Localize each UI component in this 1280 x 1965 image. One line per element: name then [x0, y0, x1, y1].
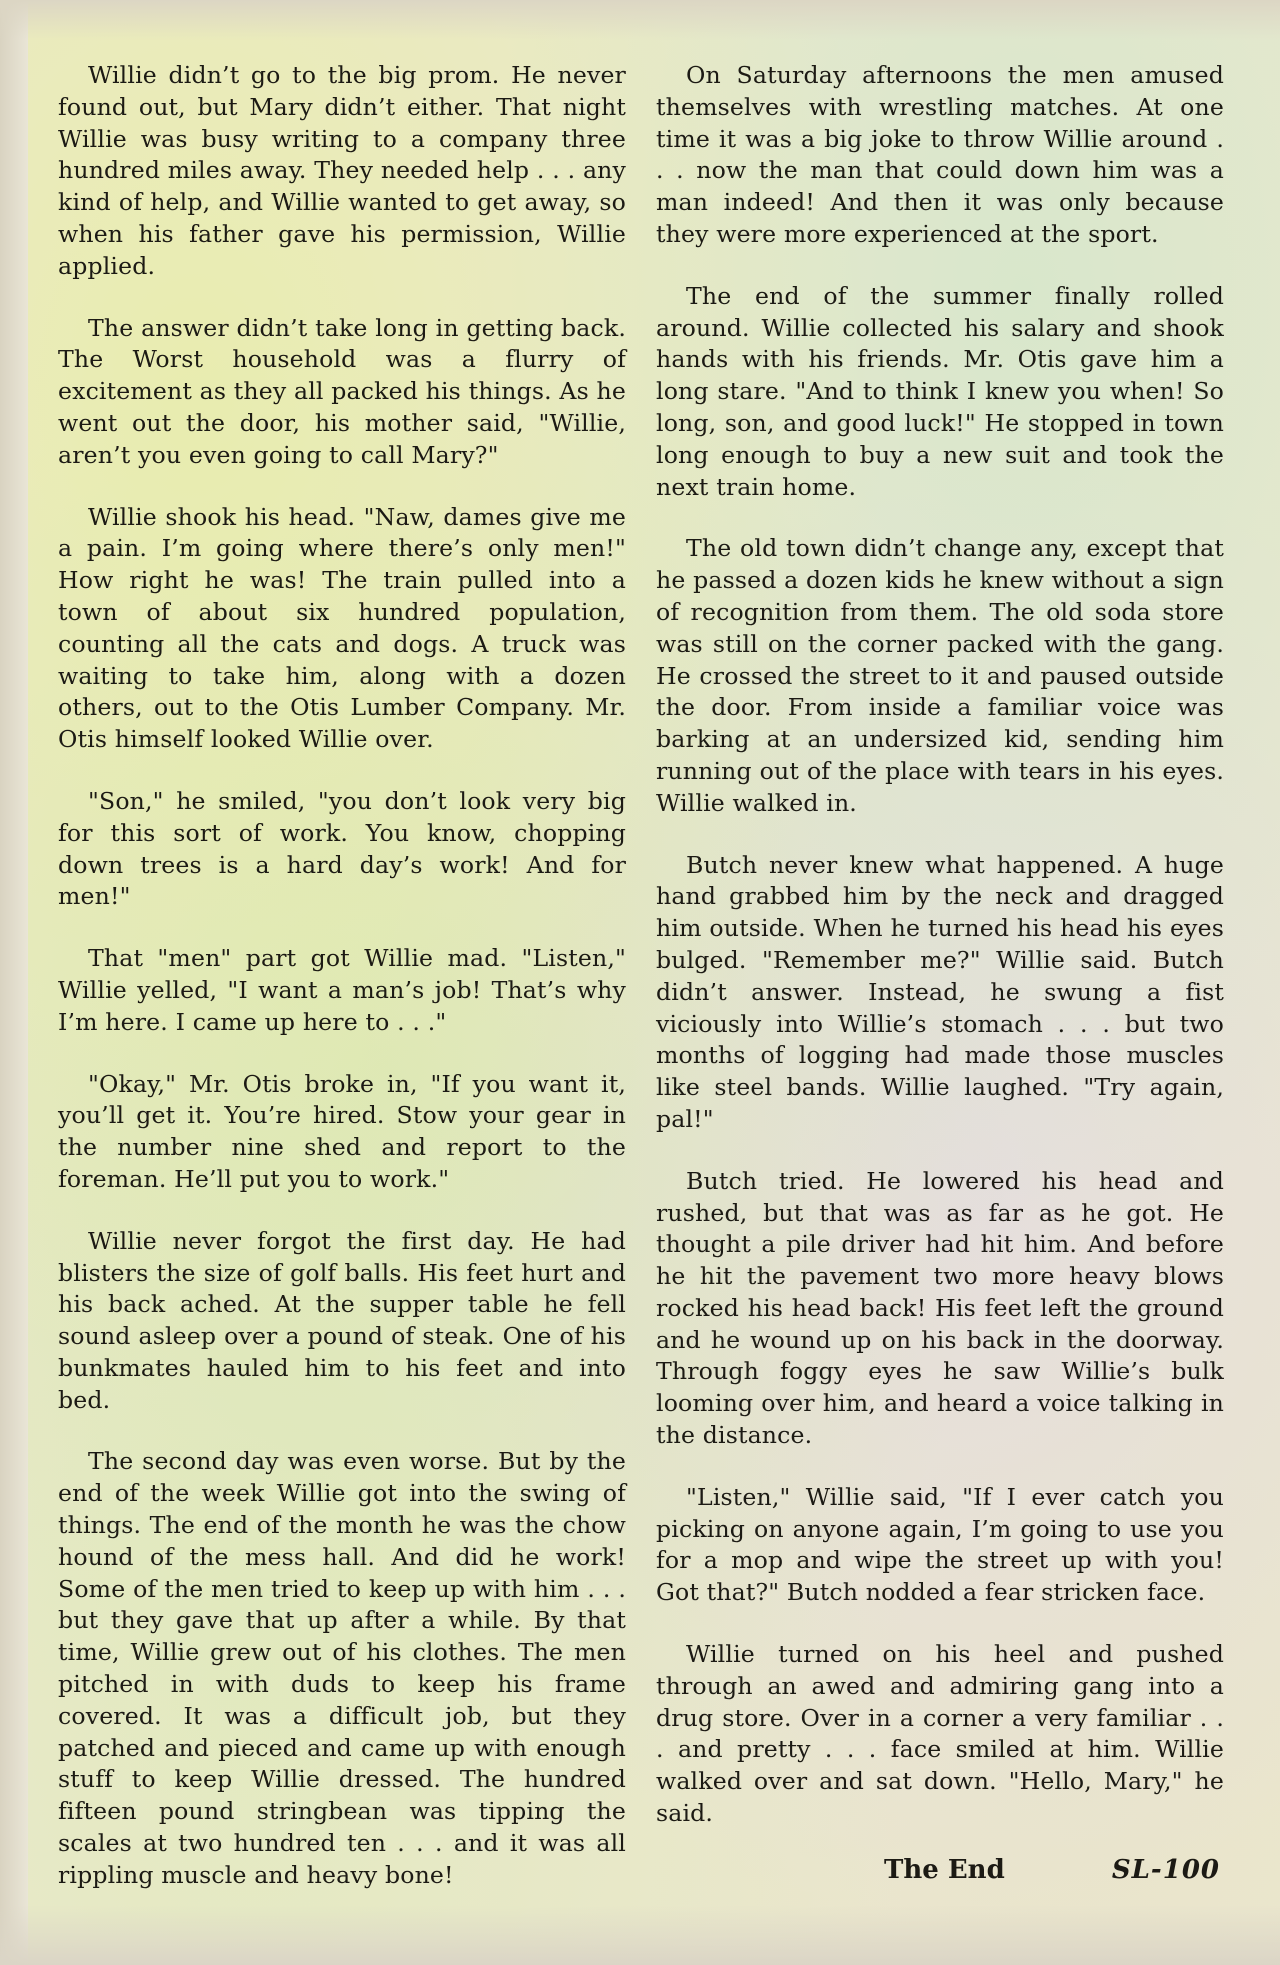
story-column-right [656, 60, 1224, 1860]
paragraph: The second day was even worse. But by the end of the week Willie got into the swing of things. The end of the month he was the chow hound of the mess hall. And did he work! Some of the men tried to keep up with him . . . but they gave that up after a while. By that time, Willie grew out of his clothes. The men pitched in with duds to keep his frame covered. It was a difficult job, but they patched and pieced and came up with enough stuff to keep Willie dressed. The hundred fifteen pound stringbean was tipping the scales at two hundred ten . . . and it was all rippling muscle and heavy bone! [58, 1447, 626, 1889]
story-column-left [58, 60, 626, 1922]
page-code: SL-100 [1111, 1855, 1220, 1885]
paragraph: Butch tried. He lowered his head and rushed, but that was as far as he got. He thought a pile driver had hit him. And before he hit the pavement two more heavy blows rocked his head back! His feet left the ground and he wound up on his back in the doorway. Through foggy eyes he saw Willie’s bulk looming over him, and heard a voice talking in the distance. [656, 1166, 1224, 1450]
story-footer [656, 1855, 1224, 1895]
paragraph: Willie didn’t go to the big prom. He never found out, but Mary didn’t either. That night Willie was busy writing to a company three hundred miles away. They needed help . . . any kind of help, and Willie wanted to get away, so when his father gave his permission, Willie applied. [58, 61, 626, 280]
paragraph: That "men" part got Willie mad. "Listen," Willie yelled, "I want a man’s job! That’s why I’m here. I came up here to . . ." [58, 944, 626, 1036]
paragraph: "Listen," Willie said, "If I ever catch you picking on anyone again, I’m going to use you for a mop and wipe the street up with you! Got that?" Butch nodded a fear stricken face. [656, 1482, 1224, 1607]
the-end-label: The End [884, 1855, 1005, 1885]
page-edge-top [0, 0, 1280, 40]
paragraph: The answer didn’t take long in getting back. The Worst household was a flurry of excitement as they all packed his things. As he went out the door, his mother said, "Willie, aren’t you even going to call Mary?" [58, 313, 626, 469]
paragraph: On Saturday afternoons the men amused themselves with wrestling matches. At one time it was a big joke to throw Willie around . . . now the man that could down him was a man indeed! And then it was only because they were more experienced at the sport. [656, 61, 1224, 248]
paragraph: The old town didn’t change any, except that he passed a dozen kids he knew without a sign of recognition from them. The old soda store was still on the corner packed with the gang. He crossed the street to it and paused outside the door. From inside a familiar voice was barking at an undersized kid, sending him running out of the place with tears in his eyes. Willie walked in. [656, 534, 1224, 817]
paragraph: Butch never knew what happened. A huge hand grabbed him by the neck and dragged him outside. When he turned his head his eyes bulged. "Remember me?" Willie said. Butch didn’t answer. Instead, he swung a fist viciously into Willie’s stomach . . . but two months of logging had made those muscles like steel bands. Willie laughed. "Try again, pal!" [656, 850, 1224, 1133]
paragraph: Willie never forgot the first day. He had blisters the size of golf balls. His feet hurt and his back ached. At the supper table he fell sound asleep over a pound of steak. One of his bunkmates hauled him to his feet and into bed. [58, 1226, 626, 1414]
paragraph: "Okay," Mr. Otis broke in, "If you want it, you’ll get it. You’re hired. Stow your gear in the number nine shed and report to the foreman. He’ll put you to work." [58, 1069, 626, 1193]
paragraph: Willie shook his head. "Naw, dames give me a pain. I’m going where there’s only men!" How right he was! The train pulled into a town of about six hundred population, counting all the cats and dogs. A truck was waiting to take him, along with a dozen others, out to the Otis Lumber Company. Mr. Otis himself looked Willie over. [58, 502, 626, 754]
paragraph: The end of the summer finally rolled around. Willie collected his salary and shook hands with his friends. Mr. Otis gave him a long stare. "And to think I knew you when! So long, son, and good luck!" He stopped in town long enough to buy a new suit and took the next train home. [656, 281, 1224, 501]
paragraph: "Son," he smiled, "you don’t look very big for this sort of work. You know, chopping down trees is a hard day’s work! And for men!" [58, 786, 626, 911]
paragraph: Willie turned on his heel and pushed through an awed and admiring gang into a drug store. Over in a corner a very familiar . . . and pretty . . . face smiled at him. Willie walked over and sat down. "Hello, Mary," he said. [656, 1640, 1224, 1828]
page-edge-left [0, 0, 28, 1965]
